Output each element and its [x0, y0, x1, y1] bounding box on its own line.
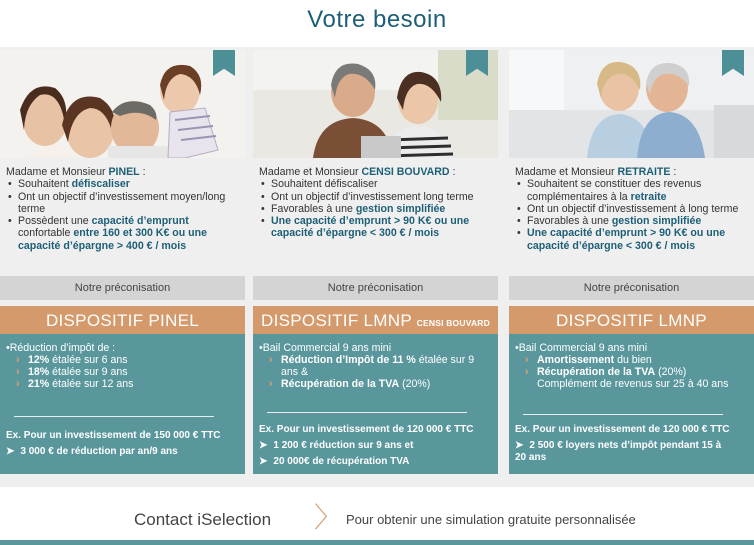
benefit-item: › Récupération de la TVA (20%) Complément de revenus sur 25 à 40 ans [525, 366, 729, 390]
benefit-item: › 12% étalée sur 6 ans [16, 354, 128, 366]
panel-intro: •Réduction d’impôt de : [6, 342, 116, 354]
result-line: ➤ 3 000 € de réduction par an/9 ans [6, 446, 178, 457]
chevron-icon: › [269, 378, 273, 390]
needs-list [515, 178, 748, 252]
dispositif-panel [0, 334, 245, 474]
need-item: • Ont un objectif d’investissement à long terme [515, 203, 748, 215]
senior-couple-photo [509, 50, 754, 158]
divider [267, 412, 467, 413]
divider [14, 416, 214, 417]
contact-link[interactable]: Contact iSelection [134, 510, 272, 529]
needs-list [6, 178, 239, 252]
benefit-item: › Réduction d’Impôt de 11 % étalée sur 9 ans & [269, 354, 475, 378]
needs-list [259, 178, 492, 239]
need-item: • Possèdent une capacité d’emprunt confortable entre 160 et 300 K€ ou une capacité d’épargne > 400 € / mois [6, 215, 239, 252]
profile-heading: Madame et Monsieur CENSI BOUVARD : [259, 166, 456, 178]
page-title: Votre besoin [307, 6, 447, 33]
chevron-icon: › [16, 366, 20, 378]
need-item: • Ont un objectif d’investissement long terme [259, 191, 492, 203]
preconisation-label: Notre préconisation [253, 276, 498, 300]
need-item: • Une capacité d’emprunt > 90 K€ ou une capacité d’épargne < 300 € / mois [259, 215, 492, 240]
column-pinel [0, 50, 245, 280]
dispositif-header: DISPOSITIF LMNP CENSI BOUVARD [253, 306, 498, 334]
need-item: • Souhaitent se constituer des revenus complémentaires à la retraite [515, 178, 748, 203]
chevron-icon: › [525, 366, 529, 378]
profile-heading: Madame et Monsieur RETRAITE : [515, 166, 677, 178]
footer [0, 500, 754, 538]
profile-heading: Madame et Monsieur PINEL : [6, 166, 146, 178]
dispositif-header: DISPOSITIF PINEL [0, 306, 245, 334]
result-line: ➤ 20 000€ de récupération TVA [259, 456, 410, 467]
need-item: • Souhaitent défiscaliser [6, 178, 239, 190]
benefit-item: › 18% étalée sur 9 ans [16, 366, 128, 378]
dispositif-panel [253, 334, 498, 474]
dispositif-panel [509, 334, 754, 474]
need-item: • Favorables à une gestion simplifiée [259, 203, 492, 215]
column-censi-bouvard [253, 50, 498, 280]
chevron-icon: › [525, 354, 529, 366]
bottom-bar [0, 540, 754, 545]
divider [523, 414, 723, 415]
profile-description [509, 158, 754, 280]
result-line: ➤ 1 200 € réduction sur 9 ans et [259, 440, 414, 451]
dispositif-header: DISPOSITIF LMNP [509, 306, 754, 334]
panel-intro: •Bail Commercial 9 ans mini [515, 342, 648, 354]
example-text: Ex. Pour un investissement de 120 000 € TTC [515, 424, 730, 435]
benefit-item: › Amortissement du bien [525, 354, 652, 366]
benefit-item: › Récupération de la TVA (20%) [269, 378, 431, 390]
couple-laptop-photo [253, 50, 498, 158]
arrow-icon: ➤ [515, 440, 524, 451]
arrow-icon: ➤ [6, 446, 15, 457]
chevron-right-icon: 〉 [314, 502, 343, 533]
need-item: • Favorables à une gestion simplifiée [515, 215, 748, 227]
chevron-icon: › [16, 378, 20, 390]
arrow-icon: ➤ [259, 440, 268, 451]
profile-description [253, 158, 498, 280]
chevron-icon: › [269, 354, 273, 366]
result-line: ➤ 2 500 € loyers nets d’impôt pendant 15 à 20 ans [515, 440, 722, 463]
column-retraite [509, 50, 754, 280]
preconisation-label: Notre préconisation [0, 276, 245, 300]
benefit-item: › 21% étalée sur 12 ans [16, 378, 134, 390]
example-text: Ex. Pour un investissement de 120 000 € TTC [259, 424, 474, 435]
need-item: • Ont un objectif d’investissement moyen/long terme [6, 191, 239, 216]
family-photo [0, 50, 245, 158]
need-item: • Une capacité d’emprunt > 90 K€ ou une capacité d’épargne < 300 € / mois [515, 227, 748, 252]
arrow-icon: ➤ [259, 456, 268, 467]
panel-intro: •Bail Commercial 9 ans mini [259, 342, 392, 354]
need-item: • Souhaitent défiscaliser [259, 178, 492, 190]
profile-description [0, 158, 245, 280]
simulation-text: Pour obtenir une simulation gratuite personnalisée [346, 512, 636, 527]
chevron-icon: › [16, 354, 20, 366]
preconisation-label: Notre préconisation [509, 276, 754, 300]
example-text: Ex. Pour un investissement de 150 000 € TTC [6, 430, 221, 441]
